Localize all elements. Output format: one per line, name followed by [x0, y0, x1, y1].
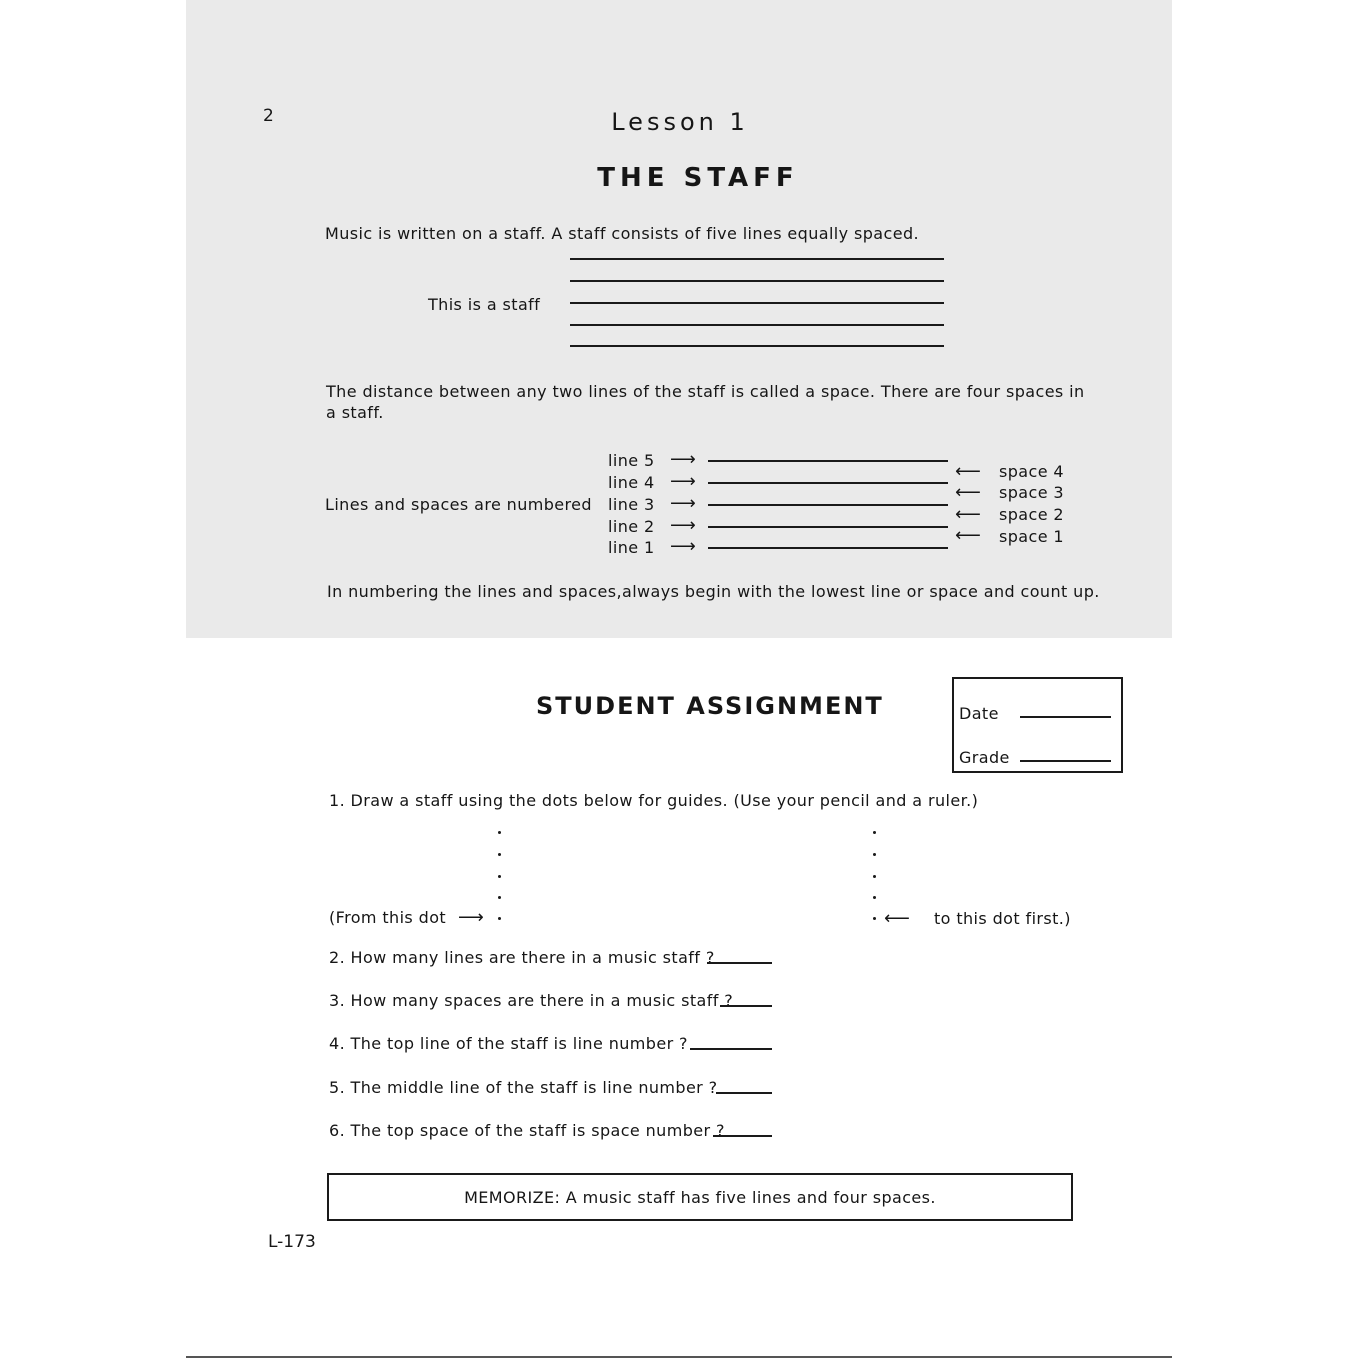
answer-blank[interactable]	[707, 962, 772, 964]
page-number: 2	[263, 106, 274, 126]
guide-dot	[498, 853, 501, 856]
question-5: 5. The middle line of the staff is line number ?	[329, 1078, 718, 1097]
guide-dot	[873, 831, 876, 834]
line-label: line 5	[608, 451, 655, 470]
date-grade-box	[952, 677, 1123, 773]
staff-line	[708, 526, 948, 528]
question-1: 1. Draw a staff using the dots below for guides. (Use your pencil and a ruler.)	[329, 791, 979, 810]
space-label: space 4	[999, 462, 1065, 481]
spaces-paragraph-line1: The distance between any two lines of the staff is called a space. There are four spaces in	[326, 382, 1085, 401]
line-label: line 2	[608, 517, 655, 536]
right-arrow-icon: ⟶	[458, 907, 484, 928]
space-label: space 1	[999, 527, 1065, 546]
from-dot-label: (From this dot	[329, 908, 447, 927]
section-title: THE STAFF	[597, 163, 799, 193]
guide-dot	[873, 896, 876, 899]
question-2: 2. How many lines are there in a music staff ?	[329, 948, 715, 967]
staff-line	[570, 258, 944, 260]
answer-blank[interactable]	[713, 1135, 772, 1137]
guide-dot	[498, 875, 501, 878]
lesson-title: Lesson 1	[611, 108, 749, 136]
question-3: 3. How many spaces are there in a music staff ?	[329, 991, 734, 1010]
right-arrow-icon: ⟶	[670, 471, 696, 492]
guide-dot	[873, 875, 876, 878]
line-label: line 1	[608, 538, 655, 557]
footer-code: L-173	[268, 1232, 316, 1252]
staff-caption: This is a staff	[428, 295, 541, 314]
numbering-rule: In numbering the lines and spaces,always begin with the lowest line or space and count up.	[327, 582, 1100, 601]
answer-blank[interactable]	[690, 1048, 772, 1050]
memorize-box	[327, 1173, 1073, 1221]
grade-label: Grade	[959, 748, 1010, 767]
line-label: line 3	[608, 495, 655, 514]
right-arrow-icon: ⟶	[670, 493, 696, 514]
answer-blank[interactable]	[716, 1092, 772, 1094]
question-6: 6. The top space of the staff is space number ?	[329, 1121, 725, 1140]
left-arrow-icon: ⟵	[884, 908, 910, 929]
staff-line	[570, 324, 944, 326]
left-arrow-icon: ⟵	[955, 482, 981, 503]
memorize-text: MEMORIZE: A music staff has five lines and four spaces.	[464, 1188, 936, 1207]
left-arrow-icon: ⟵	[955, 525, 981, 546]
answer-blank[interactable]	[720, 1005, 772, 1007]
guide-dot	[873, 853, 876, 856]
date-label: Date	[959, 704, 999, 723]
staff-line	[570, 280, 944, 282]
numbered-caption: Lines and spaces are numbered	[325, 495, 592, 514]
bottom-rule	[186, 1356, 1172, 1358]
staff-line	[570, 345, 944, 347]
guide-dot	[873, 917, 876, 920]
grade-blank[interactable]	[1020, 760, 1111, 762]
space-label: space 2	[999, 505, 1065, 524]
left-arrow-icon: ⟵	[955, 461, 981, 482]
line-label: line 4	[608, 473, 655, 492]
question-4: 4. The top line of the staff is line number ?	[329, 1034, 688, 1053]
intro-paragraph: Music is written on a staff. A staff consists of five lines equally spaced.	[325, 224, 919, 243]
to-dot-label: to this dot first.)	[934, 909, 1071, 928]
assignment-title: STUDENT ASSIGNMENT	[536, 692, 884, 720]
space-label: space 3	[999, 483, 1065, 502]
left-arrow-icon: ⟵	[955, 504, 981, 525]
right-arrow-icon: ⟶	[670, 536, 696, 557]
staff-line	[708, 547, 948, 549]
right-arrow-icon: ⟶	[670, 515, 696, 536]
staff-line	[708, 460, 948, 462]
date-blank[interactable]	[1020, 716, 1111, 718]
guide-dot	[498, 917, 501, 920]
guide-dot	[498, 831, 501, 834]
staff-line	[708, 504, 948, 506]
staff-line	[708, 482, 948, 484]
right-arrow-icon: ⟶	[670, 449, 696, 470]
staff-line	[570, 302, 944, 304]
guide-dot	[498, 896, 501, 899]
spaces-paragraph-line2: a staff.	[326, 403, 384, 422]
